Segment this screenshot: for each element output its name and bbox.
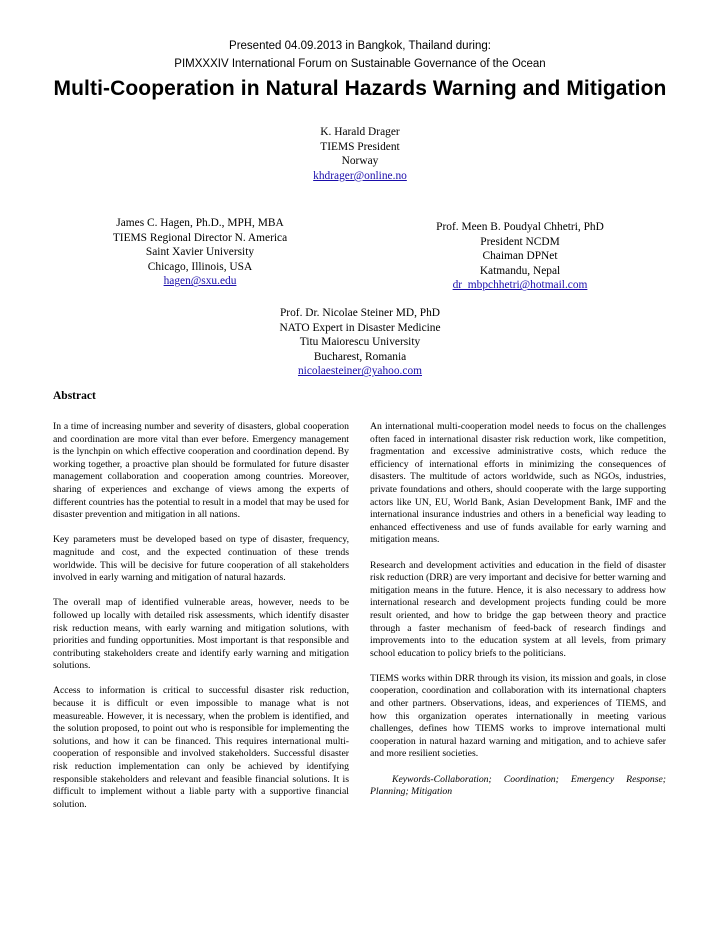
author-role: President NCDM [480,235,560,248]
author-name: Prof. Meen B. Poudyal Chhetri, PhD [436,221,604,233]
author-org: Saint Xavier University [145,246,255,259]
author-block-hagen [85,216,315,289]
abstract-paragraph: Access to information is critical to successful disaster risk reduction, because it is difficult or even impossible to manage what is not measureable. However, it is necessary, when the problem is identified, and the solution proposed, to point out who is responsible for implementing the solutions, and how it can be financed. This requires international multi-cooperation of responsible and involved stakeholders. Successful disaster risk reduction implementation can only be achieved by identifying responsible stakeholders and relevant and feasible financial solutions. It is difficult to implement without a liable party with a supportive financial solution. [53,685,349,810]
paper-title: Multi-Cooperation in Natural Hazards Warning and Mitigation [53,77,667,100]
abstract-paragraph: The overall map of identified vulnerable areas, however, needs to be followed up locally with detailed risk assessments, which identify disaster risk reduction means, with early warning and mitigation solutions, with priorities and funding opportunities. Most important is that responsible and contributing stakeholders create and identify early warning and mitigation solutions. [53,597,349,672]
author-role: NATO Expert in Disaster Medicine [279,321,441,334]
author-email-link[interactable]: nicolaesteiner@yahoo.com [297,365,423,378]
author-name: James C. Hagen, Ph.D., MPH, MBA [116,217,284,229]
author-location: Bucharest, Romania [313,350,407,363]
author-org: Titu Maiorescu University [299,336,421,349]
abstract-paragraph: An international multi-cooperation model needs to focus on the challenges often faced in international disaster risk reduction work, like competition, fragmentation and excessive administrative costs, which reduce the efficiency of international efforts in minimizing the consequences of disasters. The multitude of actors worldwide, such as NGOs, industries, private foundations and others, should cooperate with the large supporting actors like UN, EU, World Bank, Asian Development Bank, IMF and the international insurance industries and others in a beneficial way leading to enhanced effectiveness and use of funds available for early warning and mitigation means. [370,421,666,546]
abstract-left-column [53,421,349,824]
author-location: Katmandu, Nepal [479,264,561,277]
author-country: Norway [341,155,379,168]
abstract-right-column [370,421,666,811]
author-block-chhetri [405,220,635,293]
author-role: Chaiman DPNet [482,250,558,263]
author-location: Chicago, Illinois, USA [147,260,253,273]
author-email-link[interactable]: dr_mbpchhetri@hotmail.com [452,279,588,292]
author-email-link[interactable]: hagen@sxu.edu [163,275,237,288]
author-role: TIEMS President [320,140,400,153]
author-name: K. Harald Drager [320,126,400,138]
keywords: Keywords-Collaboration; Coordination; Emergency Response; Planning; Mitigation [370,773,666,798]
abstract-paragraph: Key parameters must be developed based on type of disaster, frequency, magnitude and cost, and the expected continuation of these trends worldwide. This will be decisive for future cooperation of all stakeholders involved in early warning and mitigation of natural hazards. [53,534,349,584]
abstract-paragraph: TIEMS works within DRR through its vision, its mission and goals, in close cooperation, coordination and collaboration with its international chapters and other partners. Observations, ideas, and experiences of TIEMS, and how this organization operates internationally in meeting various challenges, defines how TIEMS works to improve international multi cooperation in natural hazard warning and mitigation, and to achieve safer and more resilient societies. [370,672,666,760]
author-name: Prof. Dr. Nicolae Steiner MD, PhD [279,307,441,319]
abstract-paragraph: In a time of increasing number and severity of disasters, global cooperation and coordination are more vital than ever before. Emergency management is the lynchpin on which effective cooperation and coordination depend. By working together, a proactive plan should be formulated for future disaster management collaboration and cooperation among countries. Moreover, sharing of experiences and exchange of views among the experts of different countries has the potential to result in a model that may be used for disaster prevention and mitigation in all nations. [53,421,349,521]
author-role: TIEMS Regional Director N. America [112,231,288,244]
abstract-heading: Abstract [53,390,96,402]
presentation-note: Presented 04.09.2013 in Bangkok, Thailand during: [229,40,491,52]
author-email-link[interactable]: khdrager@online.no [313,169,407,182]
forum-name: PIMXXXIV International Forum on Sustainable Governance of the Ocean [174,58,546,70]
author-block-steiner [210,306,510,379]
author-block-drager [210,125,510,183]
abstract-paragraph: Research and development activities and education in the field of disaster risk reduction (DRR) are very important and decisive for better warning and mitigation means in the future. Hence, it is also necessary to address how international research and development projects funding could be more result oriented, and how to bridge the gap between theory and practice through a faster mechanism of feed-back of research findings and improvements into to the education system at all levels, from primary school education to policy briefs to the politicians. [370,559,666,659]
